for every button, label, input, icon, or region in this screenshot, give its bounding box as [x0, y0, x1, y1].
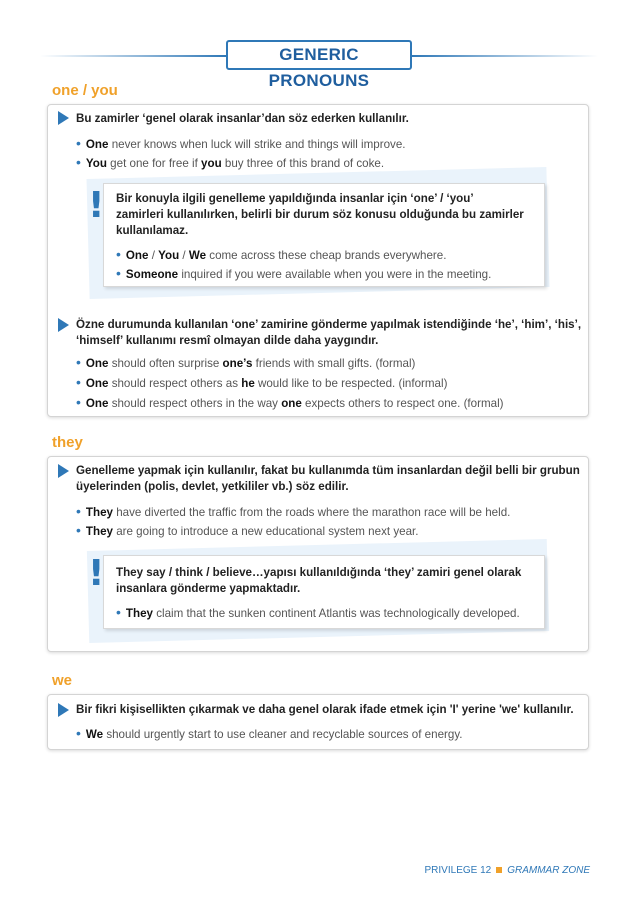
- bullet-dot-icon: •: [76, 154, 81, 170]
- bullet-dot-icon: •: [116, 246, 121, 262]
- example-item: • One should often surprise one’s friends with small gifts. (formal): [76, 354, 416, 370]
- example-item: • One should respect others in the way one expects others to respect one. (formal): [76, 394, 504, 410]
- bullet-dot-icon: •: [116, 265, 121, 281]
- example-item: • One never knows when luck will strike and things will improve.: [76, 135, 406, 151]
- example-item: • We should urgently start to use cleaner and recyclable sources of energy.: [76, 725, 463, 741]
- title-line-left: [40, 55, 226, 57]
- section-heading-we: we: [52, 672, 73, 689]
- page-footer: [425, 865, 590, 876]
- bullet-dot-icon: •: [76, 354, 81, 370]
- triangle-bullet-icon: [58, 318, 69, 332]
- page-title: GENERIC PRONOUNS: [226, 40, 412, 70]
- note-card: [103, 183, 545, 287]
- section-box-we: [47, 694, 589, 750]
- note-text-line2: zamirleri kullanılırken, belirli bir durum söz konusu olduğunda bu zamirler: [116, 208, 524, 221]
- note-text-line1: Bir konuyla ilgili genelleme yapıldığında insanlar için ‘one’ / ‘you’: [116, 192, 474, 205]
- bullet-dot-icon: •: [76, 725, 81, 741]
- section-heading-they: they: [52, 434, 83, 451]
- section-box-one-you: [47, 104, 589, 417]
- section-heading-one-you: one / you: [52, 82, 118, 99]
- example-item: • They are going to introduce a new educational system next year.: [76, 522, 419, 538]
- example-item: • You get one for free if you buy three of this brand of coke.: [76, 154, 385, 170]
- footer-zone: GRAMMAR ZONE: [507, 865, 590, 876]
- bullet-dot-icon: •: [116, 604, 121, 620]
- triangle-bullet-icon: [58, 464, 69, 478]
- example-item: • They claim that the sunken continent Atlantis was technologically developed.: [116, 604, 520, 620]
- example-item: • One should respect others as he would like to be respected. (informal): [76, 374, 448, 390]
- rule-text-line1: Genelleme yapmak için kullanılır, fakat bu kullanımda tüm insanlardan değil belli bir grubun: [76, 464, 580, 477]
- triangle-bullet-icon: [58, 703, 69, 717]
- footer-book: PRIVILEGE 12: [424, 865, 492, 876]
- rule-text: Bu zamirler ‘genel olarak insanlar’dan söz ederken kullanılır.: [76, 112, 409, 125]
- exclamation-icon: !: [88, 553, 105, 594]
- bullet-dot-icon: •: [76, 135, 81, 151]
- bullet-dot-icon: •: [76, 503, 81, 519]
- bullet-dot-icon: •: [76, 394, 81, 410]
- example-item: • Someone inquired if you were available when you were in the meeting.: [116, 265, 492, 281]
- rule-text-line2: üyelerinden (polis, devlet, yetkililer vb.) söz edilir.: [76, 480, 349, 493]
- example-item: • They have diverted the traffic from the roads where the marathon race will be held.: [76, 503, 511, 519]
- footer-square-icon: [496, 867, 502, 873]
- example-item: • One / You / We come across these cheap brands everywhere.: [116, 246, 447, 262]
- rule-text: Bir fikri kişisellikten çıkarmak ve daha genel olarak ifade etmek için 'I' yerine 'we' kullanılır.: [76, 703, 574, 716]
- title-line-right: [412, 55, 598, 57]
- rule-text-line1: Özne durumunda kullanılan ‘one’ zamirine gönderme yapılmak istendiğinde ‘he’, ‘him’, ‘his’,: [76, 318, 582, 331]
- bullet-dot-icon: •: [76, 522, 81, 538]
- section-box-they: [47, 456, 589, 652]
- note-text-line1: They say / think / believe…yapısı kullanıldığında ‘they’ zamiri genel olarak: [116, 566, 522, 579]
- exclamation-icon: !: [88, 185, 105, 226]
- bullet-dot-icon: •: [76, 374, 81, 390]
- title-bar: [0, 40, 638, 90]
- note-card: [103, 555, 545, 629]
- triangle-bullet-icon: [58, 111, 69, 125]
- rule-text-line2: ‘himself’ kullanımı resmî olmayan dilde daha yaygındır.: [76, 334, 379, 347]
- note-text-line2: insanlara gönderme yapmaktadır.: [116, 582, 301, 595]
- note-text-line3: kullanılamaz.: [116, 224, 189, 237]
